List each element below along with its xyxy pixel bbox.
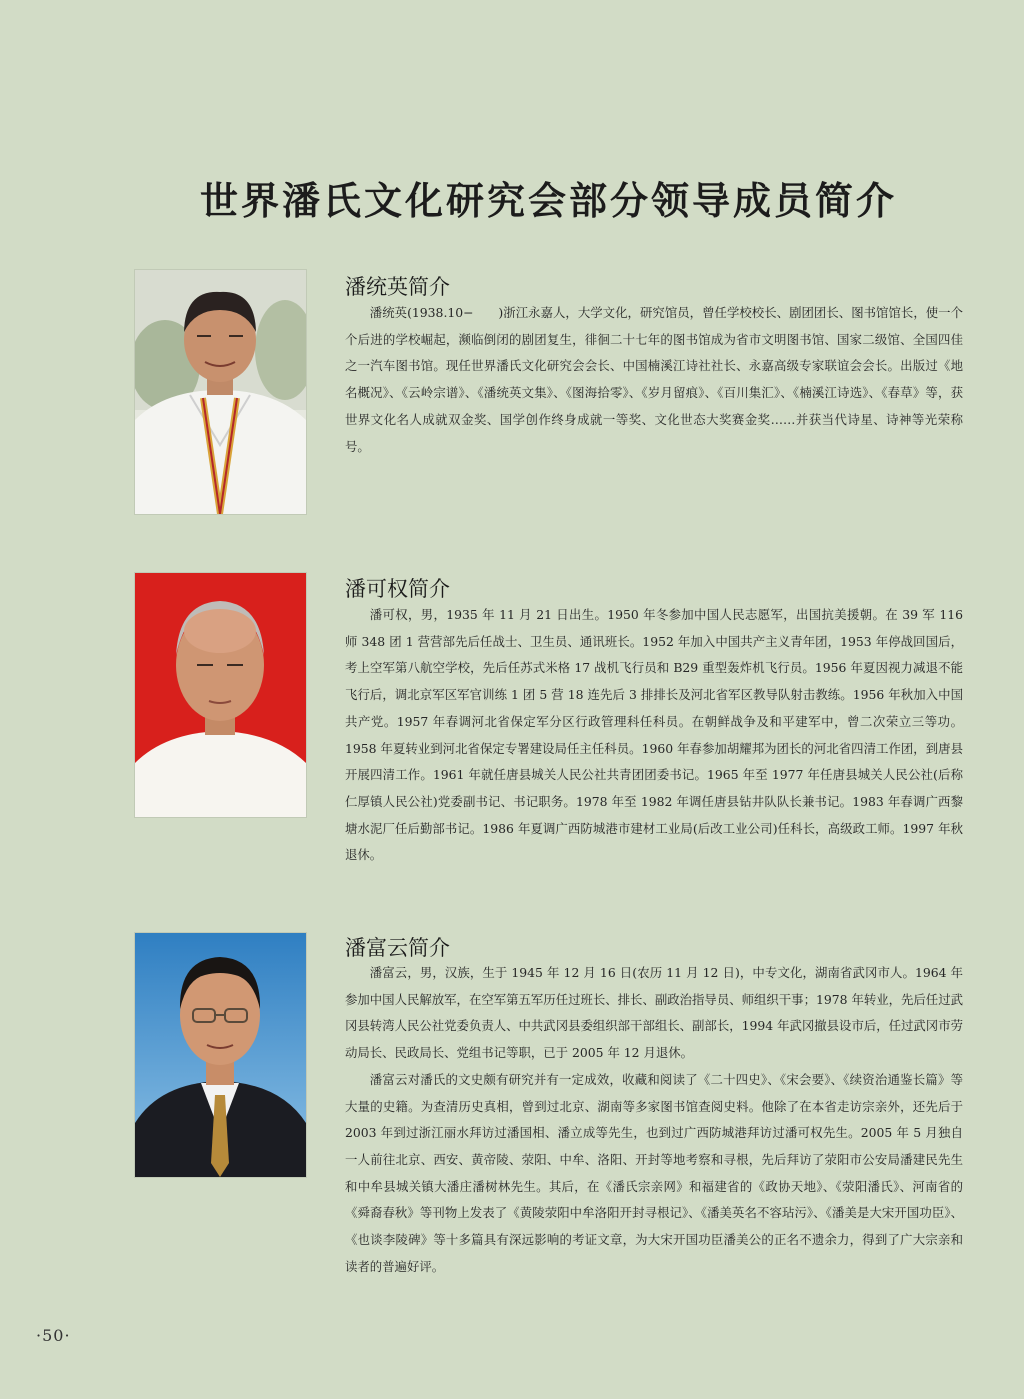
portrait-photo-1	[135, 270, 306, 514]
portrait-photo-3	[135, 933, 306, 1177]
bio-paragraph: 潘可权，男，1935 年 11 月 21 日出生。1950 年冬参加中国人民志愿军，出国抗美援朝。在 39 军 116 师 348 团 1 营营部先后任战士、卫生员、通讯班长。1952 年加入中国共产主义青年团，1953 年停战回国后，考上空军第八航空学校，先后任苏式米格 17 战机飞行员和 B29 重型轰炸机飞行员。1956 年夏因视力减退不能飞行后，调北京军区军官训练 1 团 5 营 18 连先后 3 排排长及河北省军区教导队射击教练。1956 年秋加入中国共产党。1957 年春调河北省保定军分区行政管理科任科员。在朝鲜战争及和平建军中，曾二次荣立三等功。1958 年夏转业到河北省保定专署建设局任主任科员。1960 年春参加胡耀邦为团长的河北省四清工作团，到唐县开展四清工作。1961 年就任唐县城关人民公社共青团团委书记。1965 年至 1977 年任唐县城关人民公社(后称仁厚镇人民公社)党委副书记、书记职务。1978 年至 1982 年调任唐县钻井队队长兼书记。1983 年春调广西黎塘水泥厂任后勤部书记。1986 年夏调广西防城港市建材工业局(后改工业公司)任科长，高级政工师。1997 年秋退休。	[345, 607, 964, 863]
bio-text-1	[345, 300, 963, 460]
bio-name-1: 潘统英简介	[345, 275, 450, 299]
bio-paragraph: 潘富云对潘氏的文史颇有研究并有一定成效，收藏和阅读了《二十四史》、《宋会要》、《续资治通鉴长篇》等大量的史籍。为查清历史真相，曾到过北京、湖南等多家图书馆查阅史料。他除了在本省走访宗亲外，还先后于 2003 年到过浙江丽水拜访过潘国相、潘立成等先生，也到过广西防城港拜访过潘可权先生。2005 年 5 月独自一人前往北京、西安、黄帝陵、荥阳、中牟、洛阳、开封等地考察和寻根，先后拜访了荥阳市公安局潘建民先生和中牟县城关镇大潘庄潘树林先生。其后，在《潘氏宗亲网》和福建省的《政协天地》、《荥阳潘氏》、河南省的《舜裔春秋》等刊物上发表了《黄陵荥阳中牟洛阳开封寻根记》、《潘美英名不容玷污》、《潘美是大宋开国功臣》、《也谈李陵碑》等十多篇具有深远影响的考证文章，为大宋开国功臣潘美公的正名不遗余力，得到了广大宗亲和读者的普遍好评。	[345, 1071, 963, 1274]
bio-text-2	[345, 602, 963, 869]
bio-paragraph: 潘统英(1938.10− )浙江永嘉人，大学文化，研究馆员，曾任学校校长、剧团团长、图书馆馆长，使一个个后进的学校崛起，濒临倒闭的剧团复生，徘徊二十七年的图书馆成为省市文明图书馆、国家二级馆、全国四佳之一汽车图书馆。现任世界潘氏文化研究会会长、中国楠溪江诗社社长、永嘉高级专家联谊会会长。出版过《地名概况》、《云岭宗谱》、《潘统英文集》、《图海拾零》、《岁月留痕》、《百川集汇》、《楠溪江诗选》、《春草》等，获世界文化名人成就双金奖、国学创作终身成就一等奖、文化世态大奖赛金奖……并获当代诗星、诗神等光荣称号。	[345, 305, 963, 454]
bio-paragraph: 潘富云，男，汉族，生于 1945 年 12 月 16 日(农历 11 月 12 日)，中专文化，湖南省武冈市人。1964 年参加中国人民解放军，在空军第五军历任过班长、排长、副政治指导员、师组织干事；1978 年转业，先后任过武冈县转湾人民公社党委负责人、中共武冈县委组织部干部组长、副部长，1994 年武冈撤县设市后，任过武冈市劳动局长、民政局长、党组书记等职，已于 2005 年 12 月退休。	[345, 965, 963, 1061]
bio-name-3: 潘富云简介	[345, 936, 450, 960]
bio-text-3	[345, 960, 963, 1280]
portrait-photo-2	[135, 573, 306, 817]
page-number: ·50·	[36, 1326, 71, 1345]
bio-name-2: 潘可权简介	[345, 577, 450, 601]
page-title: 世界潘氏文化研究会部分领导成员简介	[200, 179, 898, 223]
